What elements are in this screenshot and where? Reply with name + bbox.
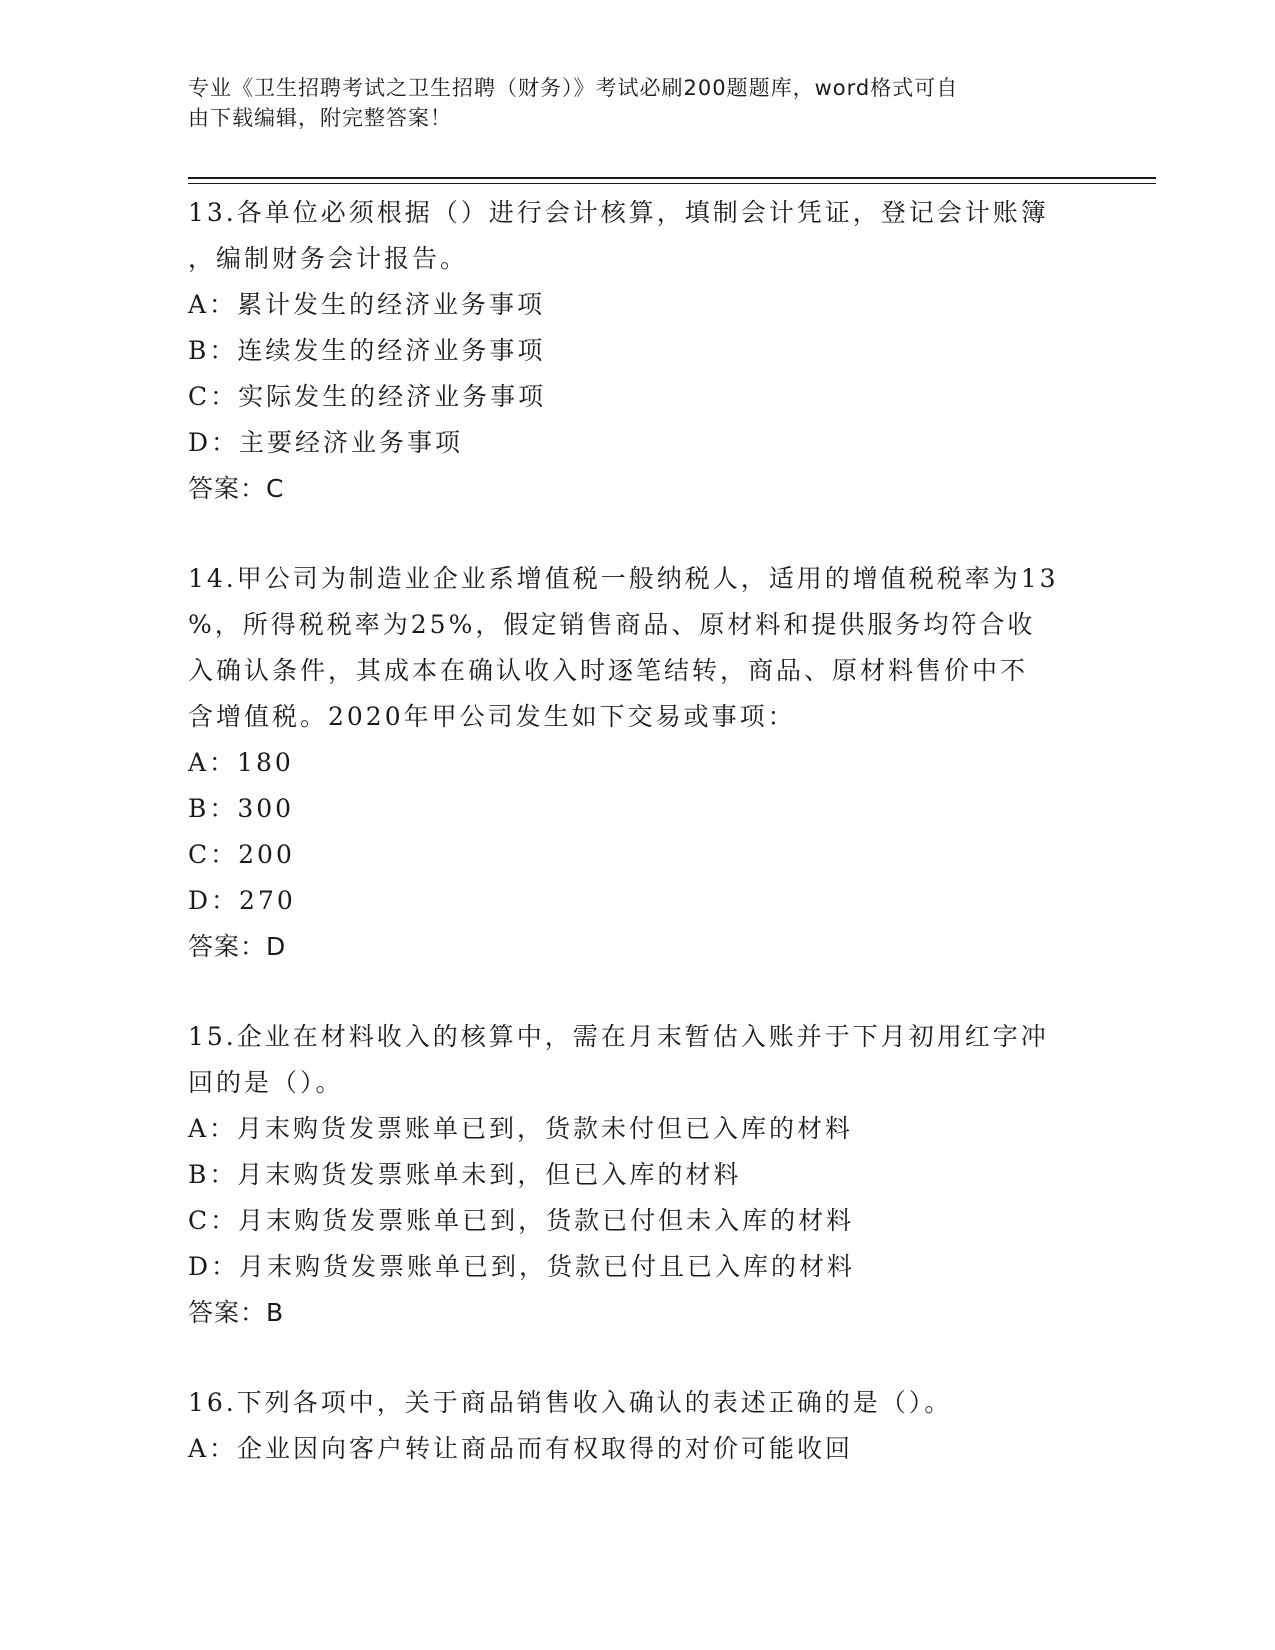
question-list bbox=[188, 190, 1088, 1516]
option-a: A：180 bbox=[188, 748, 294, 777]
answer: 答案：B bbox=[188, 1298, 285, 1327]
header-line-2: 由下载编辑，附完整答案！ bbox=[188, 106, 452, 130]
question-14 bbox=[188, 556, 1088, 970]
option-b: B：月末购货发票账单未到，但已入库的材料 bbox=[188, 1160, 742, 1189]
option-d: D：270 bbox=[188, 886, 296, 915]
question-16 bbox=[188, 1380, 1088, 1472]
question-text-line: %，所得税税率为25%，假定销售商品、原材料和提供服务均符合收 bbox=[188, 610, 1036, 639]
question-text-line: 15.企业在材料收入的核算中，需在月末暂估入账并于下月初用红字冲 bbox=[188, 1022, 1049, 1051]
question-text-line: 13.各单位必须根据（）进行会计核算，填制会计凭证，登记会计账簿 bbox=[188, 198, 1049, 227]
question-13 bbox=[188, 190, 1088, 512]
question-text-line: 16.下列各项中，关于商品销售收入确认的表述正确的是（）。 bbox=[188, 1388, 953, 1417]
question-15 bbox=[188, 1014, 1088, 1336]
option-d: D：主要经济业务事项 bbox=[188, 428, 464, 457]
header-divider-thick bbox=[188, 177, 1156, 179]
option-b: B：连续发生的经济业务事项 bbox=[188, 336, 546, 365]
question-text-line: ，编制财务会计报告。 bbox=[188, 244, 469, 273]
option-c: C：月末购货发票账单已到，货款已付但未入库的材料 bbox=[188, 1206, 855, 1235]
question-text-line: 入确认条件，其成本在确认收入时逐笔结转，商品、原材料售价中不 bbox=[188, 656, 1029, 685]
question-text-line: 回的是（）。 bbox=[188, 1068, 344, 1097]
option-c: C：200 bbox=[188, 840, 295, 869]
option-d: D：月末购货发票账单已到，货款已付且已入库的材料 bbox=[188, 1252, 856, 1281]
option-a: A：月末购货发票账单已到，货款未付但已入库的材料 bbox=[188, 1114, 854, 1143]
question-text-line: 14.甲公司为制造业企业系增值税一般纳税人，适用的增值税税率为13 bbox=[188, 564, 1059, 593]
question-text-line: 含增值税。2020年甲公司发生如下交易或事项： bbox=[188, 702, 796, 731]
header-divider-thin bbox=[188, 183, 1156, 184]
answer: 答案：D bbox=[188, 932, 287, 961]
option-a: A：企业因向客户转让商品而有权取得的对价可能收回 bbox=[188, 1434, 854, 1463]
option-a: A：累计发生的经济业务事项 bbox=[188, 290, 546, 319]
document-header bbox=[188, 73, 1068, 133]
option-c: C：实际发生的经济业务事项 bbox=[188, 382, 547, 411]
header-line-1: 专业《卫生招聘考试之卫生招聘（财务）》考试必刷200题题库，word格式可自 bbox=[188, 76, 959, 100]
answer: 答案：C bbox=[188, 474, 285, 503]
option-b: B：300 bbox=[188, 794, 295, 823]
